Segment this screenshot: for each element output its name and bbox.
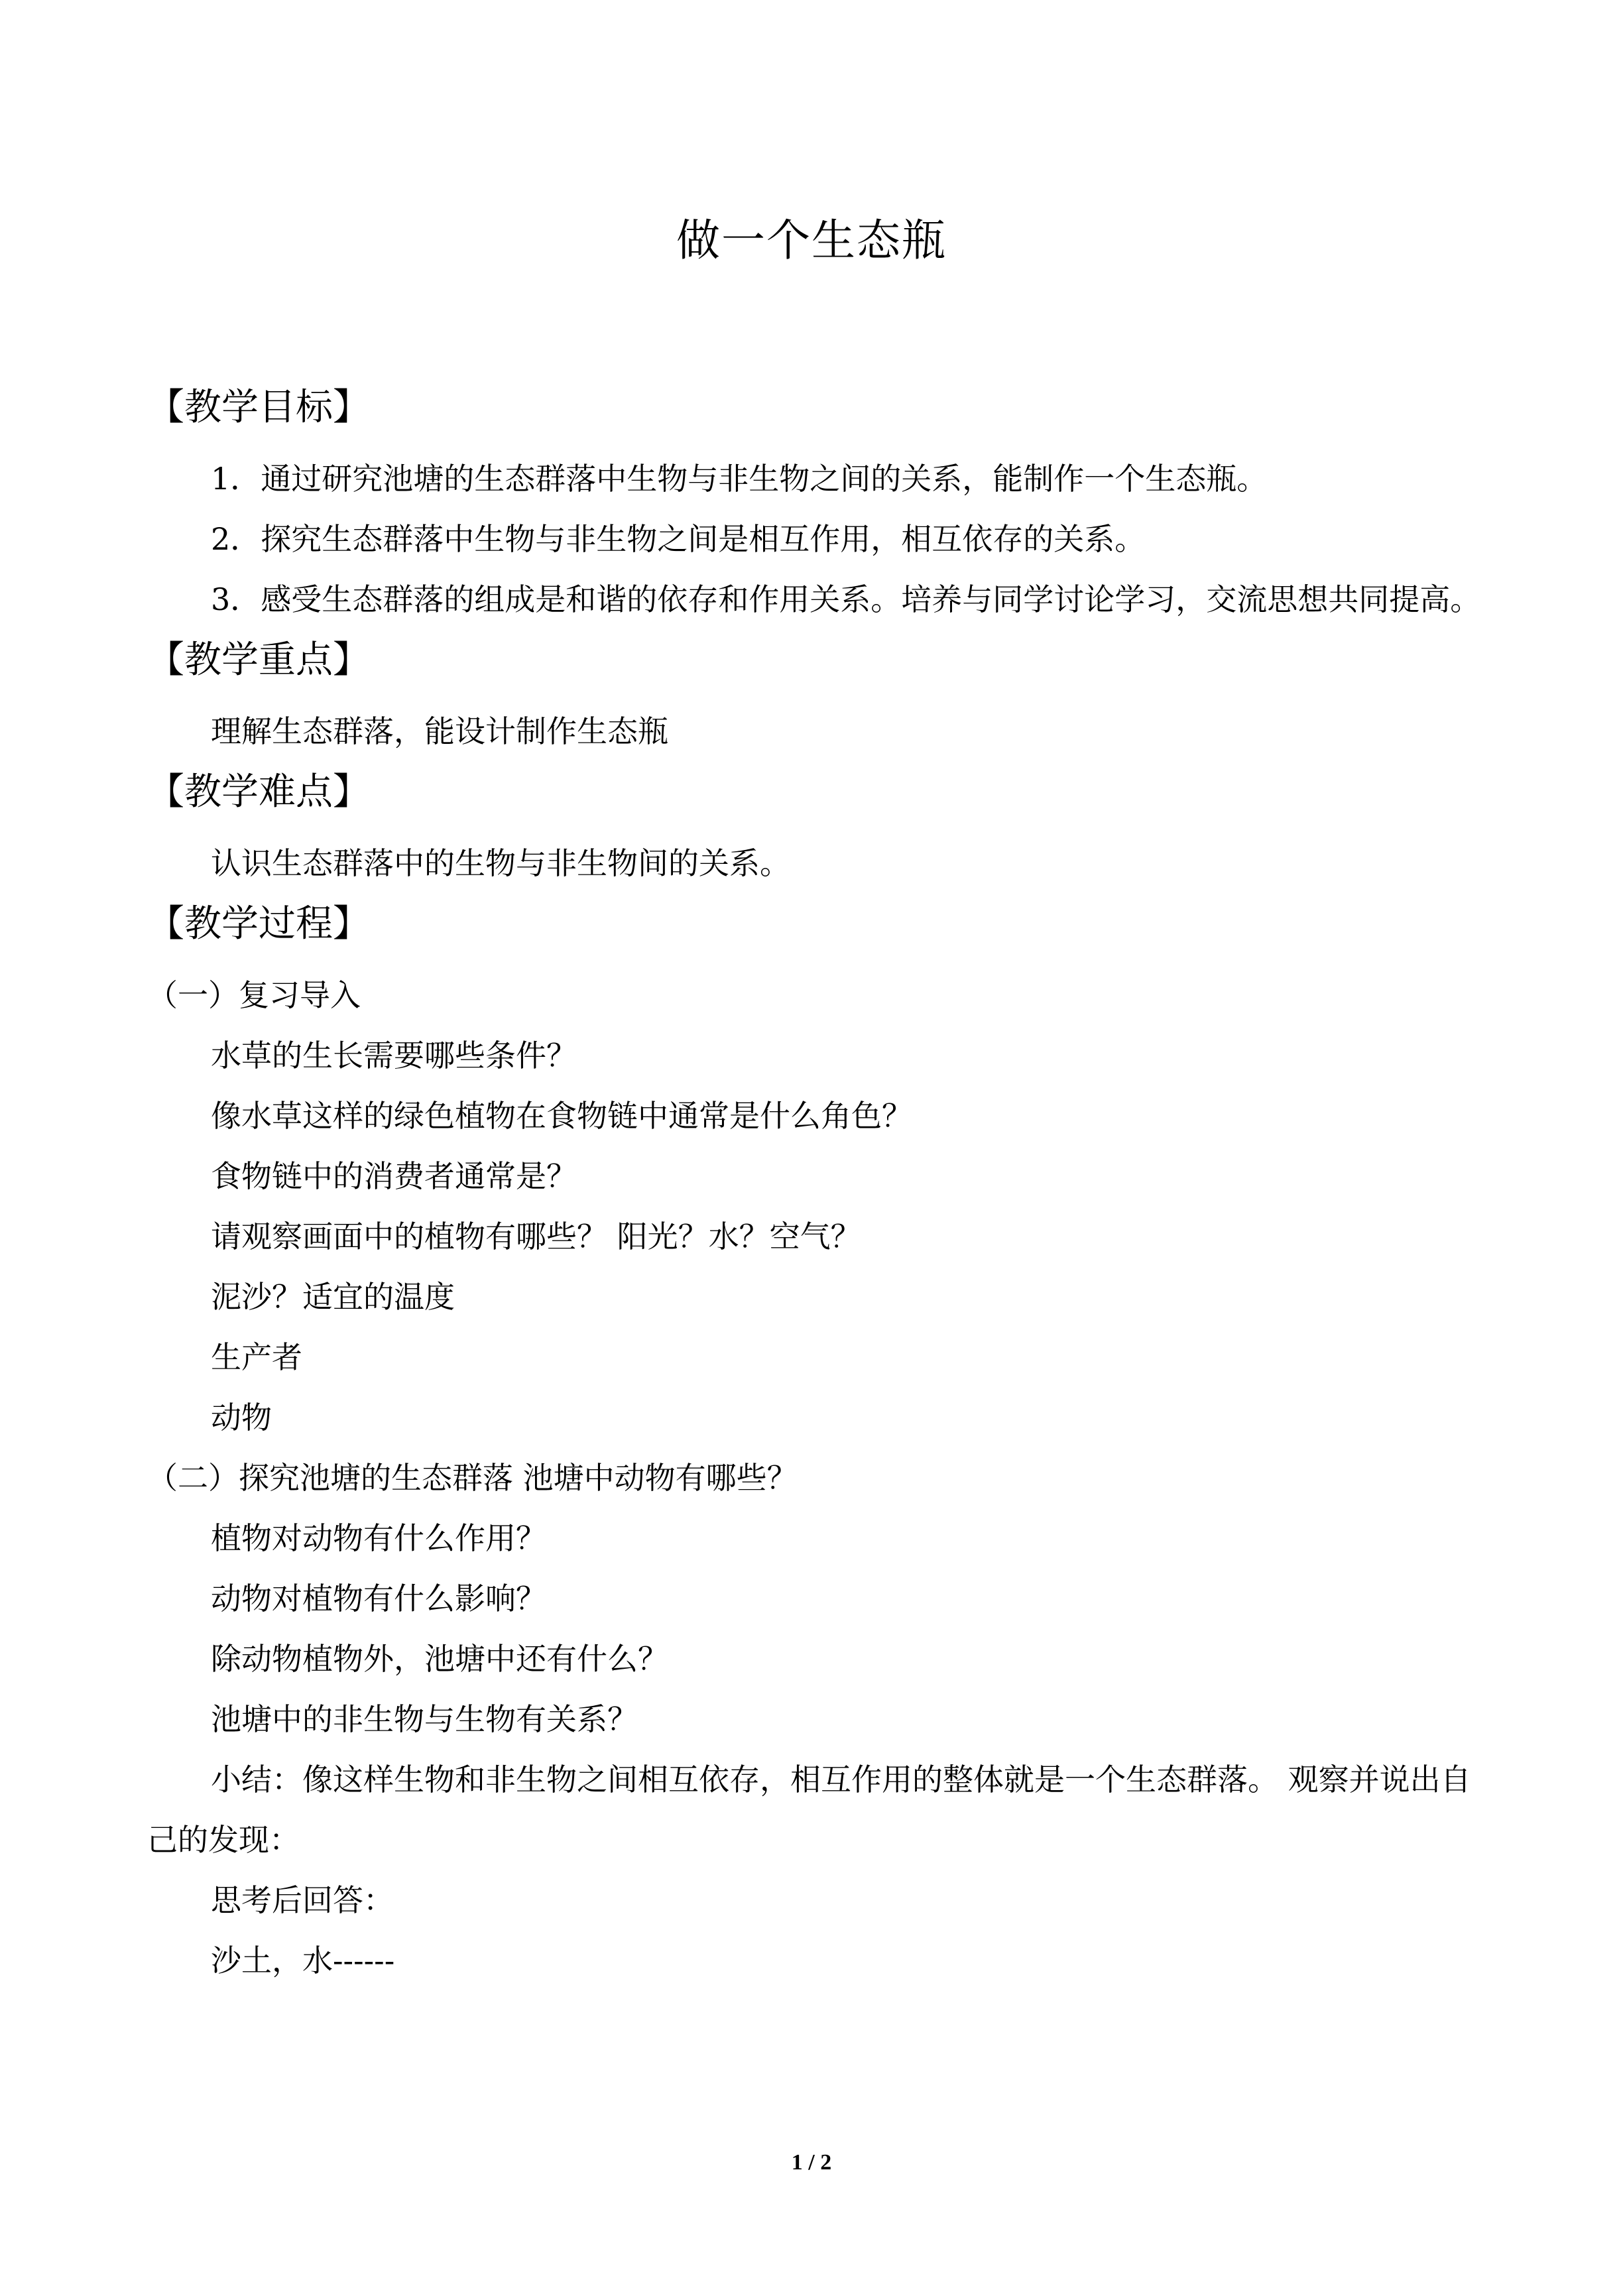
process-line: 请观察画面中的植物有哪些？ 阳光？水？空气？ [211,1219,861,1254]
document-body [147,381,1486,1991]
key-points-text: 理解生态群落，能设计制作生态瓶 [211,713,668,749]
page-number: 1 / 2 [791,2150,832,2175]
process-line: 除动物植物外，池塘中还有什么？ [211,1641,668,1677]
process-line: 水草的生长需要哪些条件？ [211,1038,577,1073]
process-line: 池塘中的非生物与生物有关系？ [211,1701,638,1737]
process-line: 思考后回答： [211,1882,394,1918]
difficulties-heading: 【教学难点】 [147,770,370,814]
objective-item: 1．通过研究池塘的生态群落中生物与非生物之间的关系，能制作一个生态瓶。 [211,461,1268,497]
process-summary: 小结：像这样生物和非生物之间相互依存，相互作用的整体就是一个生态群落。 观察并说出自己的发现： [147,1762,1471,1858]
process-heading: 【教学过程】 [147,902,370,945]
objective-item: 2．探究生态群落中生物与非生物之间是相互作用，相互依存的关系。 [211,521,1146,557]
document-title: 做一个生态瓶 [676,215,947,266]
key-points-heading: 【教学重点】 [147,638,370,682]
objectives-heading: 【教学目标】 [147,386,370,429]
process-line: 像水草这样的绿色植物在食物链中通常是什么角色？ [211,1098,912,1134]
process-line: 泥沙？适宜的温度 [211,1279,455,1315]
process-step-label: （一）复习导入 [147,977,361,1013]
process-line: 沙土，水------ [211,1943,395,1978]
process-line: 生产者 [211,1339,302,1375]
process-step-label: （二）探究池塘的生态群落 池塘中动物有哪些？ [147,1460,798,1496]
process-line: 动物 [211,1400,272,1435]
objective-item: 3．感受生态群落的组成是和谐的依存和作用关系。培养与同学讨论学习，交流思想共同提高。 [211,581,1481,617]
process-line: 动物对植物有什么影响？ [211,1581,546,1616]
process-line: 食物链中的消费者通常是？ [211,1158,577,1194]
difficulties-text: 认识生态群落中的生物与非生物间的关系。 [211,845,790,881]
process-line: 植物对动物有什么作用？ [211,1520,546,1556]
